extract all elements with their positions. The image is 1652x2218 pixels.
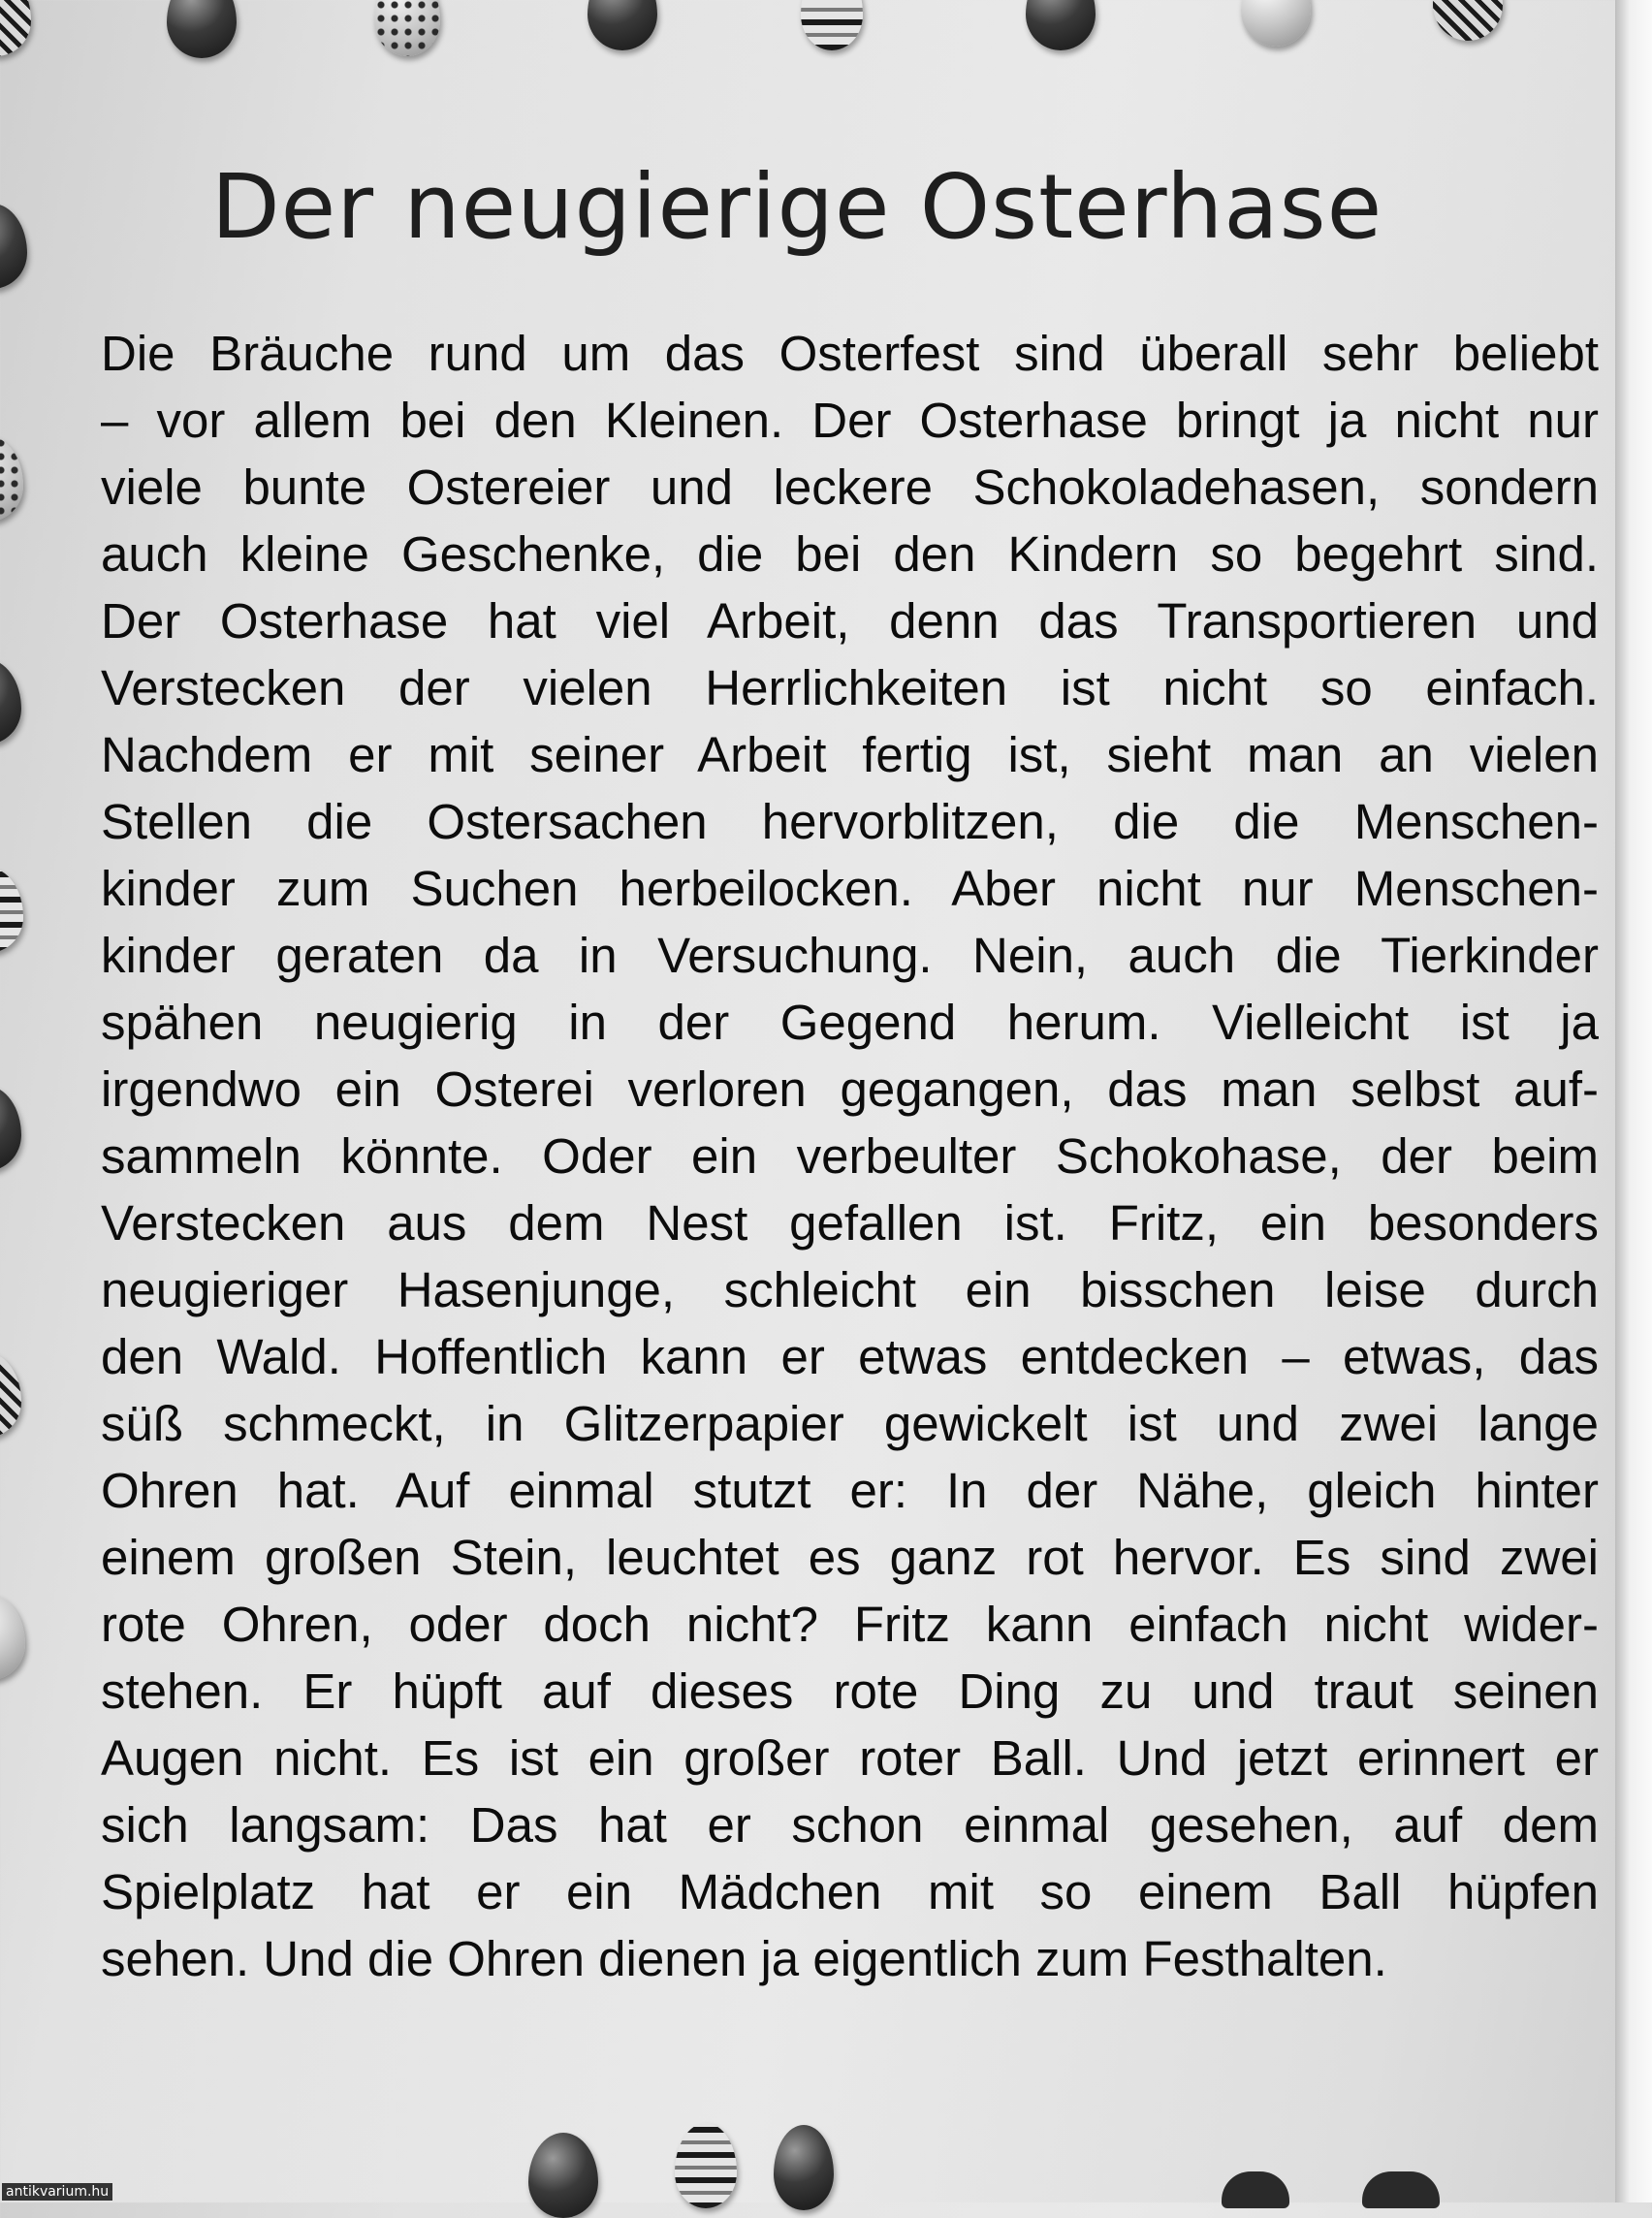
story-line: spähen neugierig in der Gegend herum. Vielleicht ist ja [101, 995, 1599, 1050]
story-line: neugieriger Hasenjunge, schleicht ein bisschen leise durch [101, 1262, 1599, 1317]
bunny-figure-icon [1222, 2171, 1289, 2208]
easter-egg-icon [374, 0, 440, 56]
easter-egg-icon [1026, 0, 1096, 50]
easter-egg-icon [1433, 0, 1503, 41]
easter-egg-icon [0, 0, 31, 56]
story-line: süß schmeckt, in Glitzerpapier gewickelt ist und zwei lange [101, 1396, 1599, 1451]
story-line: – vor allem bei den Kleinen. Der Osterhase bringt ja nicht nur [101, 393, 1599, 448]
story-line: stehen. Er hüpft auf dieses rote Ding zu und traut seinen [101, 1664, 1599, 1719]
story-line: Augen nicht. Es ist ein großer roter Ball. Und jetzt erinnert er [101, 1730, 1599, 1786]
easter-egg-icon [588, 0, 657, 50]
story-line: sich langsam: Das hat er schon einmal gesehen, auf dem [101, 1797, 1599, 1853]
easter-egg-icon [528, 2133, 598, 2218]
easter-egg-icon [0, 1352, 21, 1438]
story-text [101, 320, 1599, 1992]
easter-egg-icon [774, 2125, 834, 2210]
story-line: Nachdem er mit seiner Arbeit fertig ist, sieht man an vielen [101, 727, 1599, 782]
easter-egg-icon [0, 868, 23, 953]
story-line: Verstecken der vielen Herrlichkeiten ist nicht so einfach. [101, 660, 1599, 715]
story-line: Der Osterhase hat viel Arbeit, denn das Transportieren und [101, 593, 1599, 649]
story-line: Stellen die Ostersachen hervorblitzen, die die Menschen- [101, 794, 1599, 849]
story-line: irgendwo ein Osterei verloren gegangen, das man selbst auf- [101, 1061, 1599, 1117]
page-edge [1615, 0, 1652, 2202]
story-line: Die Bräuche rund um das Osterfest sind überall sehr beliebt [101, 326, 1599, 381]
easter-egg-icon [675, 2123, 737, 2208]
story-line: kinder geraten da in Versuchung. Nein, auch die Tierkinder [101, 928, 1599, 983]
story-line: auch kleine Geschenke, die bei den Kindern so begehrt sind. [101, 526, 1599, 582]
story-title: Der neugierige Osterhase [210, 155, 1383, 259]
story-line: viele bunte Ostereier und leckere Schokoladehasen, sondern [101, 459, 1599, 515]
watermark: antikvarium.hu [2, 2183, 112, 2201]
story-line: sammeln könnte. Oder ein verbeulter Schokohase, der beim [101, 1128, 1599, 1184]
story-line: sehen. Und die Ohren dienen ja eigentlich zum Festhalten. [101, 1931, 1387, 1986]
easter-egg-icon [167, 0, 237, 58]
bunny-figure-icon [1362, 2171, 1440, 2208]
story-line: den Wald. Hoffentlich kann er etwas entdecken – etwas, das [101, 1329, 1599, 1384]
story-line: Spielplatz hat er ein Mädchen mit so einem Ball hüpfen [101, 1864, 1599, 1919]
easter-egg-icon [0, 659, 21, 745]
story-line: Verstecken aus dem Nest gefallen ist. Fritz, ein besonders [101, 1195, 1599, 1251]
easter-egg-icon [1241, 0, 1311, 47]
easter-egg-icon [0, 436, 23, 522]
easter-egg-icon [0, 1086, 21, 1171]
easter-egg-icon [0, 1595, 25, 1680]
story-line: rote Ohren, oder doch nicht? Fritz kann einfach nicht wider- [101, 1597, 1599, 1652]
story-line: kinder zum Suchen herbeilocken. Aber nicht nur Menschen- [101, 861, 1599, 916]
story-line: einem großen Stein, leuchtet es ganz rot hervor. Es sind zwei [101, 1530, 1599, 1585]
story-line: Ohren hat. Auf einmal stutzt er: In der Nähe, gleich hinter [101, 1463, 1599, 1518]
easter-egg-icon [801, 0, 863, 50]
